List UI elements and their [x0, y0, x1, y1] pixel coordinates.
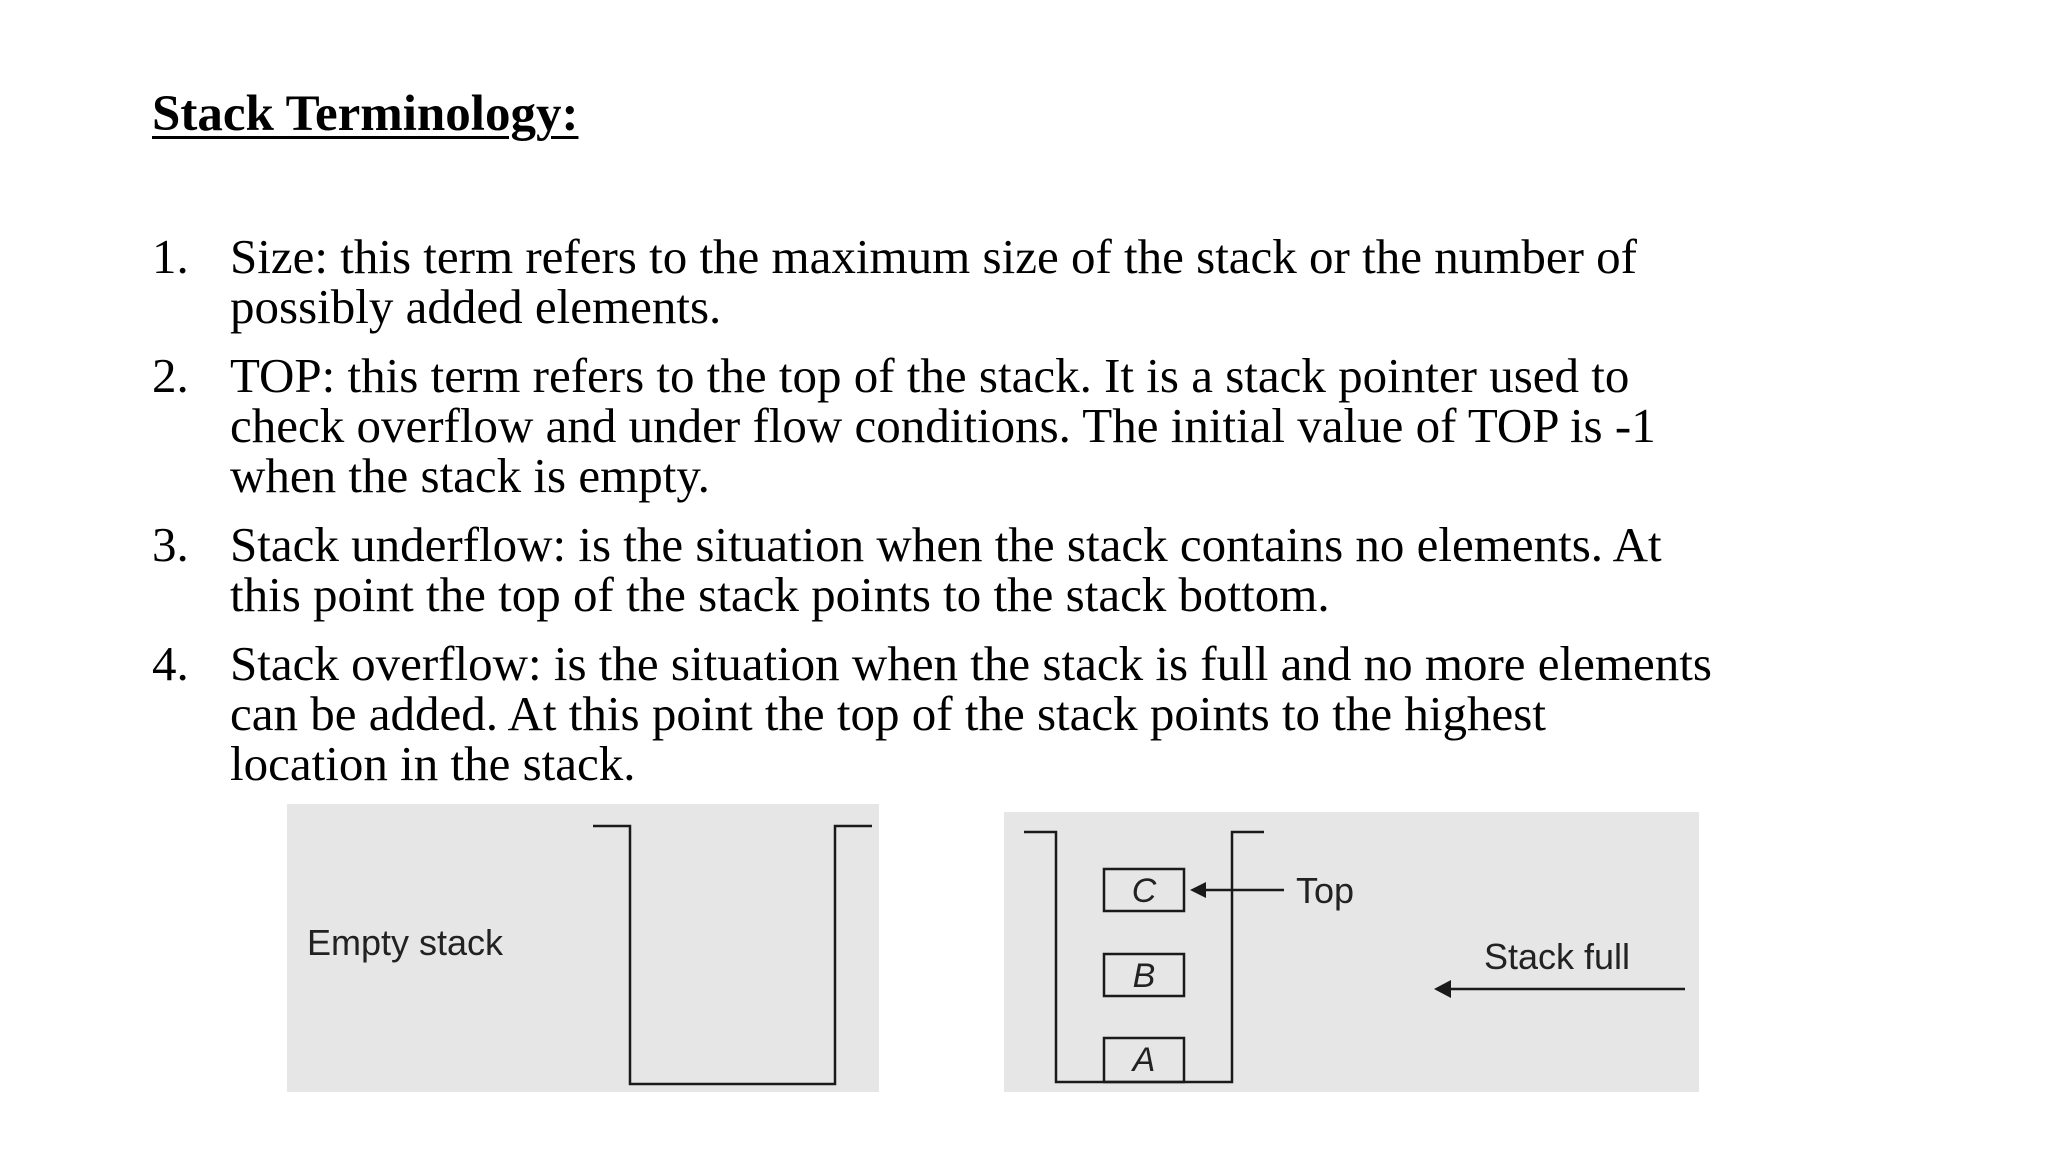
term-number: 1.	[152, 229, 189, 284]
stack-full-arrow	[1434, 980, 1685, 998]
term-text: Size: this term refers to the maximum size of the stack or the number of possibly added elements.	[230, 229, 1637, 334]
terminology-list	[152, 229, 1712, 808]
full-stack-diagram	[1004, 812, 1699, 1092]
term-number: 3.	[152, 517, 189, 572]
stack-element-c-label: C	[1131, 872, 1157, 910]
term-text: TOP: this term refers to the top of the stack. It is a stack pointer used to check overflow and under flow conditions. The initial value of TOP is -1 when the stack is empty.	[230, 348, 1656, 503]
term-text: Stack overflow: is the situation when the stack is full and no more elements can be added. At this point the top of the stack points to the highest location in the stack.	[230, 636, 1712, 791]
term-item-top	[152, 348, 1712, 503]
top-label: Top	[1296, 870, 1355, 911]
stack-element-a	[1104, 1038, 1184, 1082]
term-item-size	[152, 229, 1712, 334]
empty-stack-figure	[287, 804, 879, 1092]
empty-stack-label: Empty stack	[307, 922, 504, 963]
top-pointer-arrow	[1190, 882, 1284, 898]
stack-element-b-label: B	[1132, 957, 1156, 995]
term-item-overflow	[152, 636, 1712, 791]
slide-title: Stack Terminology:	[152, 86, 579, 142]
empty-stack-diagram	[287, 804, 879, 1092]
stack-element-b	[1104, 954, 1184, 996]
term-number: 4.	[152, 636, 189, 691]
stack-element-c	[1104, 869, 1184, 911]
stack-element-a-label: A	[1132, 1041, 1156, 1079]
term-number: 2.	[152, 348, 189, 403]
full-stack-figure	[1004, 812, 1699, 1092]
term-item-underflow	[152, 517, 1712, 622]
empty-stack-container	[593, 826, 872, 1084]
stack-full-label: Stack full	[1484, 936, 1631, 977]
term-text: Stack underflow: is the situation when the stack contains no elements. At this point the top of the stack points to the stack bottom.	[230, 517, 1662, 622]
